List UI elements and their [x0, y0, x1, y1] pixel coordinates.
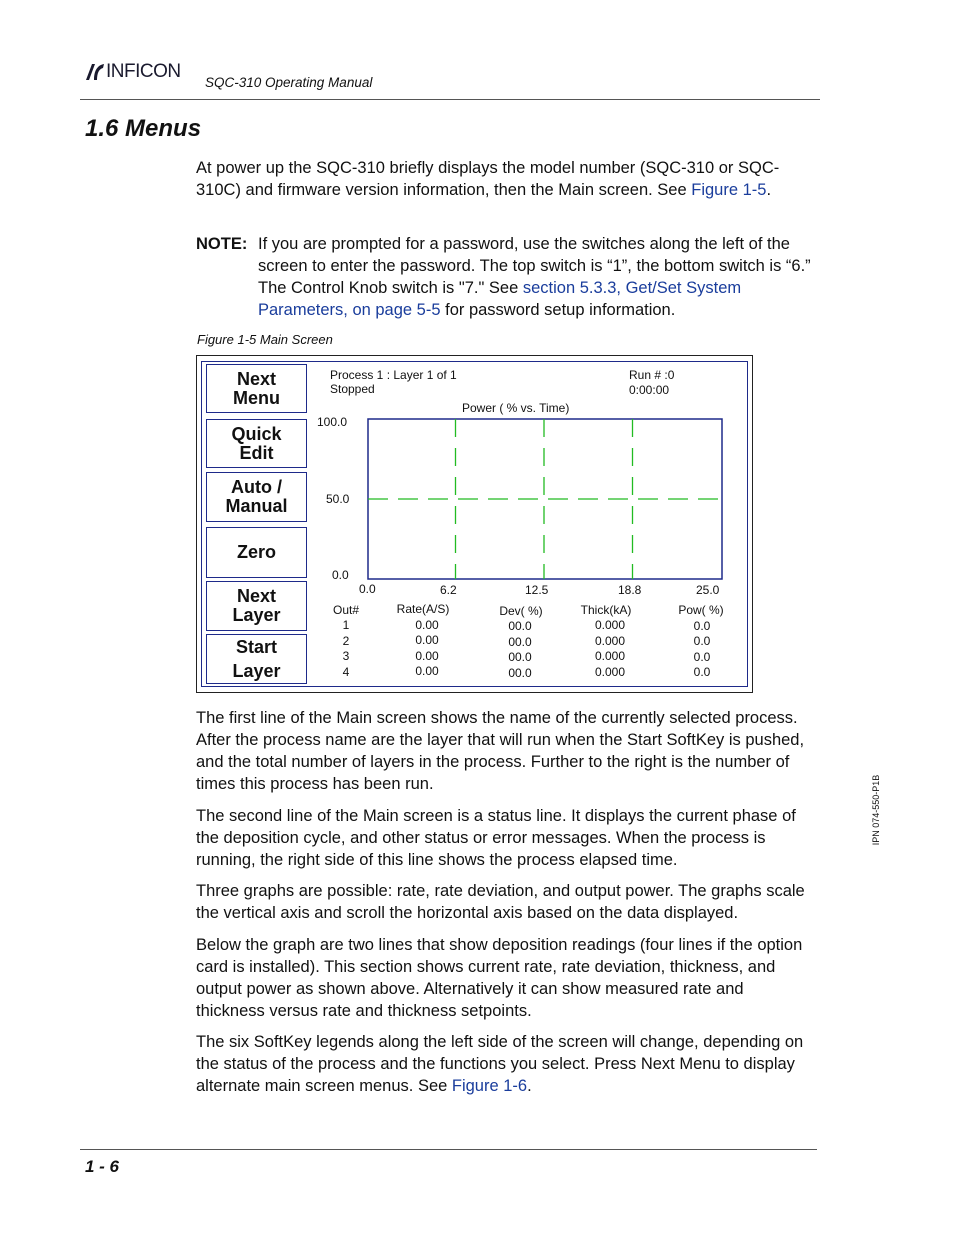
table-cell: 2	[342, 634, 350, 648]
page-number: 1 - 6	[85, 1157, 120, 1176]
paragraph-graphs: Three graphs are possible: rate, rate deviation, and output power. The graphs scale the vertical axis and scroll the horizontal axis based on the data displayed.	[196, 882, 805, 922]
run-count: Run # :0	[629, 368, 675, 382]
table-cell: 1	[342, 618, 350, 632]
x-tick-label: 12.5	[525, 583, 549, 597]
ipn-side-note	[836, 770, 916, 850]
power-graph	[367, 418, 725, 582]
footer-divider	[80, 1149, 817, 1150]
softkey-next-layer[interactable]: Next Layer	[206, 581, 307, 631]
note-body	[258, 233, 818, 321]
column-header: Thick(kA)	[580, 603, 632, 617]
y-tick-label: 100.0	[317, 415, 348, 429]
note-tail: for password setup information.	[440, 301, 676, 319]
brand-name: INFICON	[106, 61, 181, 82]
main-screen-figure	[196, 355, 753, 693]
x-tick-label: 25.0	[696, 583, 720, 597]
ipn-text: IPN 074-550-P1B	[871, 774, 881, 846]
table-cell: 0.0	[693, 650, 711, 664]
status-line: Stopped	[330, 382, 375, 396]
manual-title: SQC-310 Operating Manual	[205, 75, 373, 90]
table-cell: 0.000	[594, 618, 626, 632]
softkeys-text: The six SoftKey legends along the left side of the screen will change, depending on the status of the process and the functions you select. Press Next Menu to display alternate main screen menus. See	[196, 1033, 804, 1095]
table-cell: 00.0	[508, 666, 532, 680]
logo-mark-icon	[82, 60, 106, 84]
softkey-quick-edit[interactable]: Quick Edit	[206, 419, 307, 468]
y-tick-label: 0.0	[332, 568, 349, 582]
table-cell: 0.0	[693, 619, 711, 633]
table-cell: 0.00	[415, 664, 439, 678]
figure-1-6-link[interactable]: Figure 1-6	[451, 1077, 528, 1095]
note-label: NOTE:	[196, 235, 248, 253]
figure-caption: Figure 1-5 Main Screen	[197, 332, 333, 347]
table-cell: 0.000	[594, 634, 626, 648]
column-header: Dev( %)	[499, 604, 543, 618]
paragraph-softkeys	[196, 1031, 814, 1097]
process-line: Process 1 : Layer 1 of 1	[330, 368, 457, 382]
table-cell: 0.00	[415, 633, 439, 647]
paragraph-first-line: The first line of the Main screen shows the name of the currently selected process. After the process name are the layer that will run when the Start SoftKey is pushed, and the total number of layers in the process. Further to the right is the number of times this process has been run.	[196, 709, 805, 793]
softkey-start-layer[interactable]: Start Layer	[206, 634, 307, 684]
column-header: Rate(A/S)	[396, 602, 450, 616]
x-tick-label: 18.8	[618, 583, 642, 597]
softkeys-tail: .	[527, 1077, 532, 1095]
x-tick-label: 0.0	[359, 582, 376, 596]
screen-display	[201, 361, 748, 687]
figure-link[interactable]: Figure 1-5	[691, 181, 767, 199]
paragraph-status-line: The second line of the Main screen is a status line. It displays the current phase of the deposition cycle, and other status or error messages. When the process is running, the right side of this line shows the process elapsed time.	[196, 807, 796, 869]
inficon-logo	[82, 58, 197, 84]
intro-text: At power up the SQC-310 briefly displays the model number (SQC-310 or SQC-310C) and firmware version information, then the Main screen. See	[196, 159, 780, 199]
note-text: If you are prompted for a password, use the switches along the left of the screen to enter the password. The top switch is “1”, the bottom switch is “6.” The Control Knob switch is "7." See	[258, 235, 811, 297]
elapsed-time: 0:00:00	[629, 383, 670, 397]
table-cell: 00.0	[508, 635, 532, 649]
table-cell: 0.00	[415, 618, 439, 632]
header-divider	[80, 99, 820, 100]
table-cell: 4	[342, 665, 350, 679]
table-cell: 0.0	[693, 634, 711, 648]
intro-paragraph	[196, 157, 814, 201]
table-cell: 00.0	[508, 619, 532, 633]
softkey-auto-manual[interactable]: Auto / Manual	[206, 472, 307, 522]
table-cell: 0.000	[594, 649, 626, 663]
softkey-next-menu[interactable]: Next Menu	[206, 364, 307, 413]
paragraph-readings: Below the graph are two lines that show deposition readings (four lines if the option card is installed). This section shows current rate, rate deviation, thickness, and output power as shown above. Alternatively it can show measured rate and thickness versus rate and thickness setpoints.	[196, 936, 803, 1020]
y-tick-label: 50.0	[326, 492, 350, 506]
table-cell: 0.00	[415, 649, 439, 663]
table-cell: 0.0	[693, 665, 711, 679]
section-heading: 1.6 Menus	[85, 115, 202, 142]
intro-tail: .	[766, 181, 772, 199]
column-header: Pow( %)	[678, 603, 724, 617]
column-header: Out#	[332, 603, 359, 617]
x-tick-label: 6.2	[440, 583, 457, 597]
softkey-zero[interactable]: Zero	[206, 527, 307, 578]
table-cell: 00.0	[508, 650, 532, 664]
graph-title: Power ( % vs. Time)	[462, 401, 570, 415]
section-link[interactable]: section 5.3.3, Get/Set System Parameters, on page 5-5	[258, 279, 742, 319]
table-cell: 0.000	[594, 665, 626, 679]
table-cell: 3	[342, 649, 350, 663]
